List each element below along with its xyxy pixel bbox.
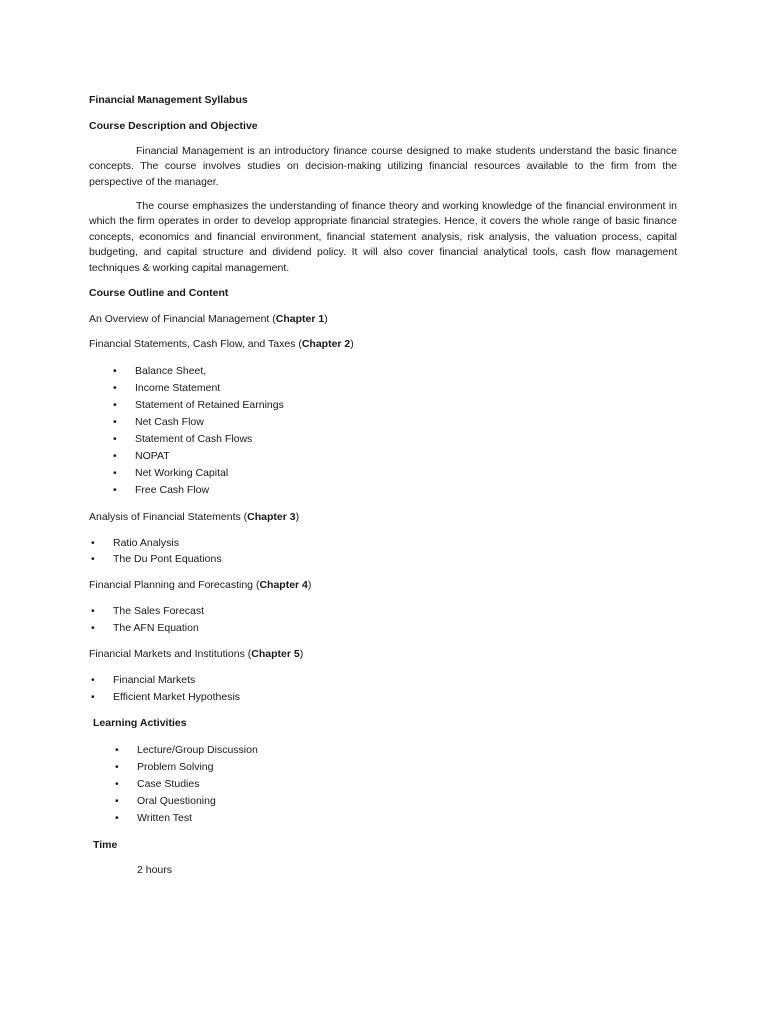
chapter-label: Chapter 2 (301, 338, 351, 350)
bullet-icon: • (113, 399, 117, 411)
bullet-icon: • (113, 382, 117, 394)
topic-title: Financial Planning and Forecasting (89, 579, 254, 591)
bullet-icon: • (115, 744, 119, 756)
bullet-icon: • (113, 450, 117, 462)
topic-title: An Overview of Financial Management (89, 313, 270, 325)
topic-chapter-3: Analysis of Financial Statements (Chapter 3) (89, 511, 300, 523)
topic-chapter-2: Financial Statements, Cash Flow, and Taxes (Chapter 2) (89, 338, 354, 350)
chapter-label: Chapter 4 (259, 579, 308, 591)
topic-chapter-4: Financial Planning and Forecasting (Chapter 4) (89, 579, 312, 591)
time-value: 2 hours (137, 864, 173, 876)
topic-chapter-1: An Overview of Financial Management (Chapter 1) (89, 313, 328, 325)
bullet-icon: • (115, 778, 119, 790)
chapter-label: Chapter 3 (247, 511, 296, 523)
outline-heading: Course Outline and Content (89, 287, 229, 299)
bullet-icon: • (113, 484, 117, 496)
bullet-icon: • (91, 674, 95, 686)
syllabus-page: Financial Management Syllabus Course Description and Objective Financial Management is an introductory finance course designed to make students understand the basic finance concepts. The course involves studies on decision-making utilizing financial resources available to the firm from the perspective of the manager. The course emphasizes the understanding of finance theory and working knowledge of the financial environment in which the firm operates in order to develop appropriate financial strategies. Hence, it covers the whole range of basic finance concepts, economics and financial environment, financial statement analysis, risk analysis, the valuation process, capital budgeting, and capital structure and dividend policy. It will also cover financial analytical tools, cash flow management techniques & working capital management. Course Outline and Content An Overview of Financial Management (Chapter 1) Financial Statements, Cash Flow, and Taxes (Chapter 2) • Balance Sheet, • Income Statement • Statement of Retained Earnings • Net Cash Flow • Statement of Cash Flows • NOPAT • Net Working Capital • Free Cash Flow Analysis of Financial Statements (Chapter 3) • Ratio Analysis • The Du Pont Equations Financial Planning and Forecasting (Chapter 4) • The Sales Forecast • The AFN Equation Financial Markets and Institutions (Chapter 5) • Financial Markets • Efficient Market Hypothesis Learning Activities • Lecture/Group Discussion • Problem Solving • Case Studies • Oral Questioning • Written Test Time 2 hours (89, 94, 677, 876)
bullet-icon: • (113, 416, 117, 428)
topic-chapter-5: Financial Markets and Institutions (Chapter 5) (89, 648, 304, 660)
bullet-icon: • (91, 691, 95, 703)
bullet-icon: • (113, 433, 117, 445)
bullet-icon: • (91, 537, 95, 549)
description-paragraph-1: Financial Management is an introductory finance course designed to make students understand the basic finance concepts. The course involves studies on decision-making utilizing financial resources available to the firm from the perspective of the manager. (89, 145, 677, 188)
bullet-icon: • (91, 605, 95, 617)
chapter-label: Chapter 1 (275, 313, 325, 325)
document-title: Financial Management Syllabus (89, 94, 248, 106)
bullet-icon: • (91, 622, 95, 634)
description-paragraph-2: The course emphasizes the understanding of finance theory and working knowledge of the financial environment in which the firm operates in order to develop appropriate financial strategies. Hence, it covers the whole range of basic finance concepts, economics and financial environment, financial statement analysis, risk analysis, the valuation process, capital budgeting, and capital structure and dividend policy. It will also cover financial analytical tools, cash flow management techniques & working capital management. (89, 200, 677, 274)
bullet-icon: • (113, 467, 117, 479)
bullet-icon: • (115, 761, 119, 773)
time-heading: Time (93, 839, 118, 851)
bullet-icon: • (115, 795, 119, 807)
learning-heading: Learning Activities (93, 717, 187, 729)
topic-title: Financial Markets and Institutions (89, 648, 245, 660)
topic-title: Analysis of Financial Statements (89, 511, 241, 523)
topic-title: Financial Statements, Cash Flow, and Taxes (89, 338, 296, 350)
bullet-icon: • (115, 812, 119, 824)
bullet-icon: • (91, 553, 95, 565)
description-heading: Course Description and Objective (89, 120, 258, 132)
bullet-icon: • (113, 365, 117, 377)
chapter-label: Chapter 5 (251, 648, 300, 660)
